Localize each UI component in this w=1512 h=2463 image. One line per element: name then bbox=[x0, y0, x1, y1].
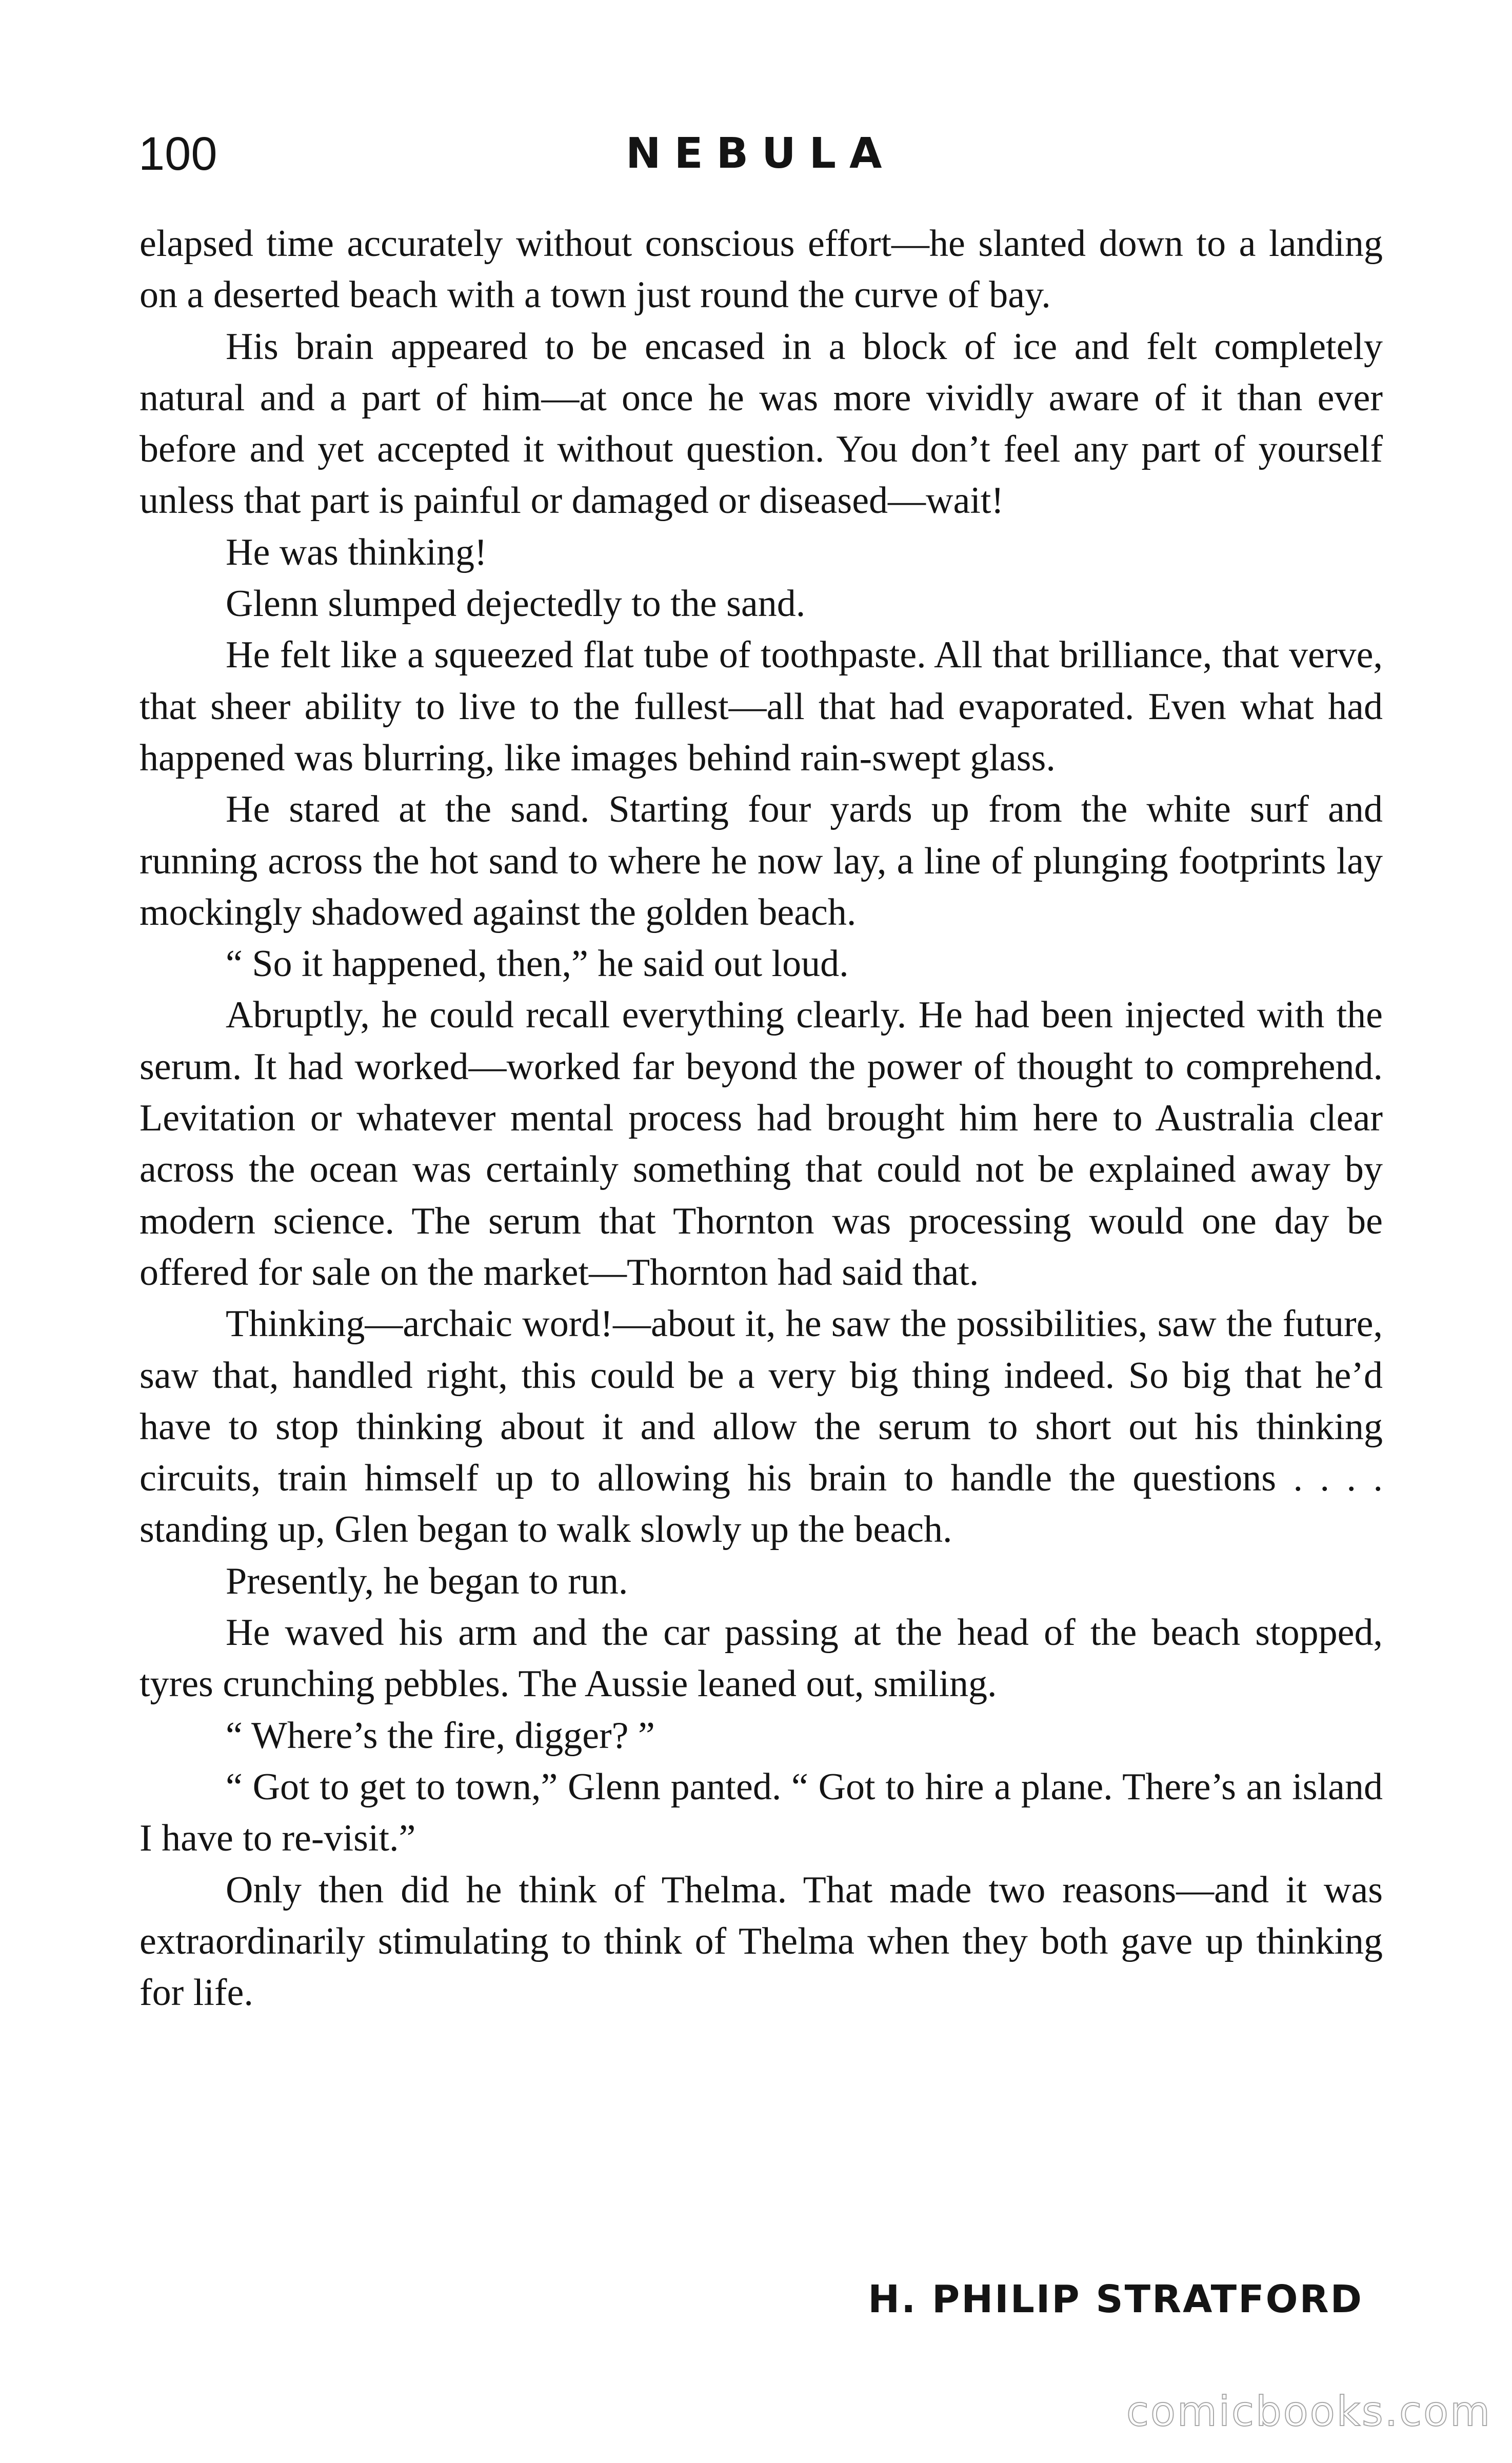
story-text bbox=[140, 218, 1383, 2018]
paragraph: “ So it happened, then,” he said out loud. bbox=[226, 943, 849, 985]
paragraph: He was thinking! bbox=[226, 531, 487, 573]
paragraph: “ Where’s the fire, digger? ” bbox=[226, 1714, 655, 1757]
paragraph: Only then did he think of Thelma. That made two reasons—and it was extraordinarily stimulating to think of Thelma when they both gave up thinking for life. bbox=[140, 1869, 1383, 2014]
page-number: 100 bbox=[138, 128, 217, 180]
watermark: comicbooks.com bbox=[1126, 2388, 1491, 2435]
paragraph: Abruptly, he could recall everything clearly. He had been injected with the serum. It had worked—worked far beyond the power of thought to comprehend. Levitation or whatever mental process had brought him here to Australia clear across the ocean was certainly something that could not be explained away by modern science. The serum that Thornton was processing would one day be offered for sale on the market—Thornton had said that. bbox=[140, 994, 1383, 1294]
paragraph: He felt like a squeezed flat tube of toothpaste. All that brilliance, that verve, that sheer ability to live to the fullest—all that had evaporated. Even what had happened was blurring, like images behind rain-swept glass. bbox=[140, 634, 1383, 779]
author-byline: H. PHILIP STRATFORD bbox=[868, 2277, 1363, 2321]
paragraph: He waved his arm and the car passing at the head of the beach stopped, tyres crunching pebbles. The Aussie leaned out, smiling. bbox=[140, 1612, 1383, 1705]
paragraph: Thinking—archaic word!—about it, he saw the possibilities, saw the future, saw that, handled right, this could be a very big thing indeed. So big that he’d have to stop thinking about it and allow the serum to short out his thinking circuits, train himself up to allowing his brain to handle the questions . . . . standing up, Glen began to walk slowly up the beach. bbox=[140, 1303, 1383, 1551]
paragraph: Presently, he began to run. bbox=[226, 1560, 628, 1602]
running-title: NEBULA bbox=[626, 129, 896, 178]
paragraph: His brain appeared to be encased in a block of ice and felt completely natural and a part of him—at once he was more vividly aware of it than ever before and yet accepted it without question. You don’t feel any part of yourself unless that part is painful or damaged or diseased—wait! bbox=[140, 325, 1383, 522]
paragraph: Glenn slumped dejectedly to the sand. bbox=[226, 583, 806, 625]
paragraph: He stared at the sand. Starting four yards up from the white surf and running across the hot sand to where he now lay, a line of plunging footprints lay mockingly shadowed against the golden beach. bbox=[140, 788, 1383, 933]
paragraph: “ Got to get to town,” Glenn panted. “ Got to hire a plane. There’s an island I have to re-visit.” bbox=[140, 1765, 1383, 1860]
paragraph: elapsed time accurately without conscious effort—he slanted down to a landing on a deserted beach with a town just round the curve of bay. bbox=[140, 223, 1383, 316]
page-header bbox=[138, 118, 1380, 190]
